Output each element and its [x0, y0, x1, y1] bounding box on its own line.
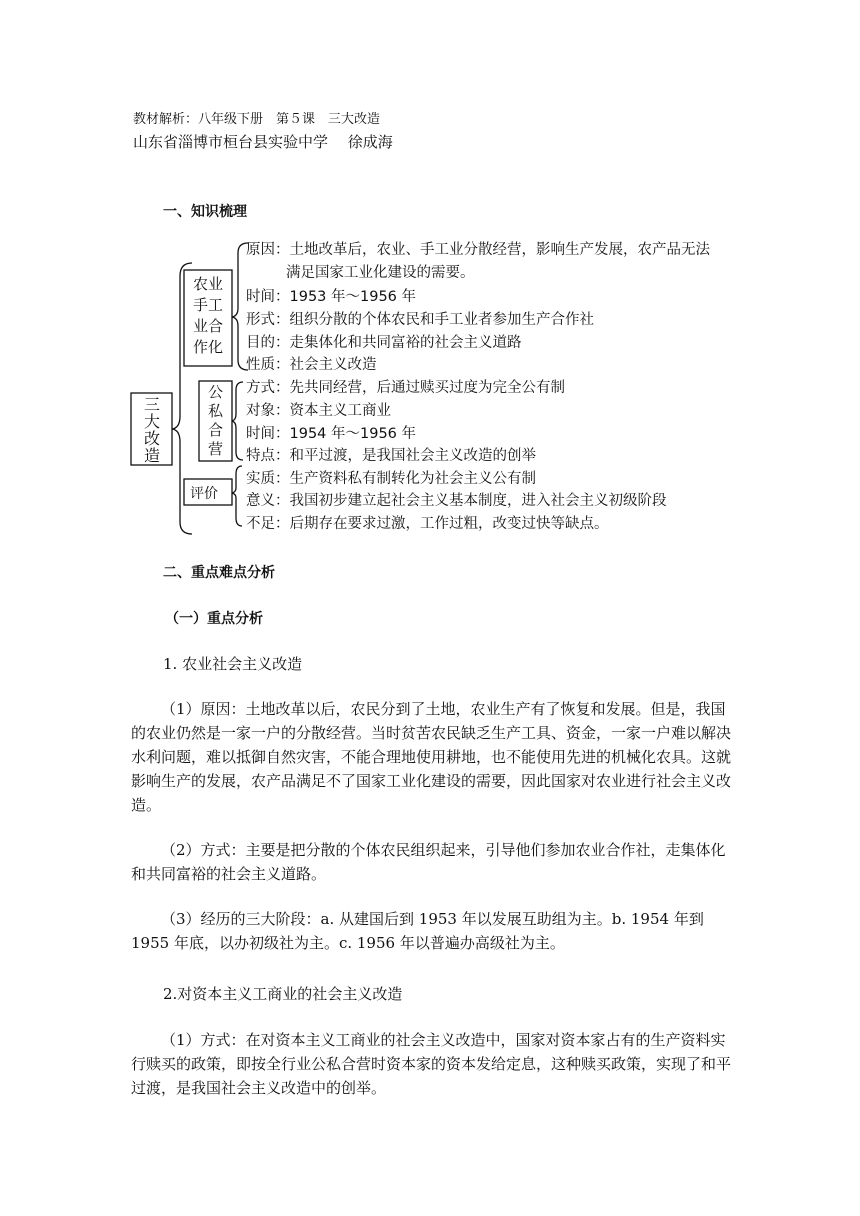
group-1-label-line: 作化 — [192, 338, 223, 356]
group-3-item: 不足：后期存在要求过激，工作过粗，改变过快等缺点。 — [246, 516, 609, 532]
paragraph: （1）方式：在对资本主义工商业的社会主义改造中，国家对资本家占有的生产资料实行赎买的政策，即按全行业公私合营时资本家的资本发给定息，这种赎买政策，实现了和平过渡，是我国社会主义改造中的创举。 — [131, 1031, 732, 1097]
group-1-item: 时间：1953 年～1956 年 — [246, 289, 417, 305]
group-3-item: 意义：我国初步建立起社会主义基本制度，进入社会主义初级阶段 — [246, 493, 667, 509]
group-2-label-line: 营 — [207, 440, 223, 458]
group-2-item: 对象：资本主义工商业 — [246, 403, 391, 419]
group-1-item: 性质：社会主义改造 — [246, 357, 377, 373]
group-1-label-line: 手工 — [192, 296, 223, 314]
knowledge-diagram — [128, 236, 748, 536]
doc-header-author: 山东省淄博市桓台县实验中学 徐成海 — [133, 133, 393, 151]
paragraph: （1）原因：土地改革以后，农民分到了土地，农业生产有了恢复和发展。但是，我国的农业仍然是一家一户的分散经营。当时贫苦农民缺乏生产工具、资金，一家一户难以解决水利问题，难以抵御自然灾害，不能合理地使用耕地，也不能使用先进的机械化农具。这就影响生产的发展，农产品满足不了国家工业化建设的需要，因此国家对农业进行社会主义改造。 — [131, 700, 732, 814]
group-1-label — [186, 274, 230, 358]
group-2-item: 特点：和平过渡，是我国社会主义改造的创举 — [246, 448, 536, 464]
group-2-label-line: 合 — [207, 421, 223, 439]
group-2-label-line: 私 — [207, 402, 223, 420]
root-label — [140, 396, 164, 464]
paragraph: （2）方式：主要是把分散的个体农民组织起来，引导他们参加农业合作社，走集体化和共同富裕的社会主义道路。 — [131, 841, 726, 883]
item-2-title: 2.对资本主义工商业的社会主义改造 — [163, 985, 403, 1003]
section-2-title: 二、重点难点分析 — [163, 565, 275, 581]
group-2-item: 方式：先共同经营，后通过赎买过度为完全公有制 — [246, 380, 565, 396]
group-1-item: 原因：土地改革后，农业、手工业分散经营，影响生产发展，农产品无法 — [246, 242, 710, 258]
doc-header-subtitle: 教材解析：八年级下册 第５课 三大改造 — [133, 112, 381, 127]
group-1-label-line: 业合 — [192, 317, 223, 335]
subsection-title: （一）重点分析 — [165, 611, 263, 627]
group-1-item: 形式：组织分散的个体农民和手工业者参加生产合作社 — [246, 312, 594, 328]
section-1-title: 一、知识梳理 — [163, 204, 247, 220]
group-2-item: 时间：1954 年～1956 年 — [246, 426, 417, 442]
group-3-item: 实质：生产资料私有制转化为社会主义公有制 — [246, 471, 536, 487]
paragraph: （3）经历的三大阶段：a. 从建国后到 1953 年以发展互助组为主。b. 1954 年到 1955 年底，以办初级社为主。c. 1956 年以普遍办高级社为主。 — [131, 910, 704, 952]
group-2-brace — [232, 382, 243, 460]
item-1-title: 1. 农业社会主义改造 — [163, 655, 303, 673]
group-3-brace — [232, 466, 242, 526]
root-text: 三大改造 — [143, 395, 160, 465]
group-1-item: 目的：走集体化和共同富裕的社会主义道路 — [246, 335, 522, 351]
group-2-label — [201, 383, 230, 459]
group-1-label-line: 农业 — [192, 275, 223, 293]
group-1-item-continuation: 满足国家工业化建设的需要。 — [286, 265, 475, 281]
group-2-label-line: 公 — [207, 383, 223, 401]
group-3-label: 评价 — [190, 486, 218, 502]
